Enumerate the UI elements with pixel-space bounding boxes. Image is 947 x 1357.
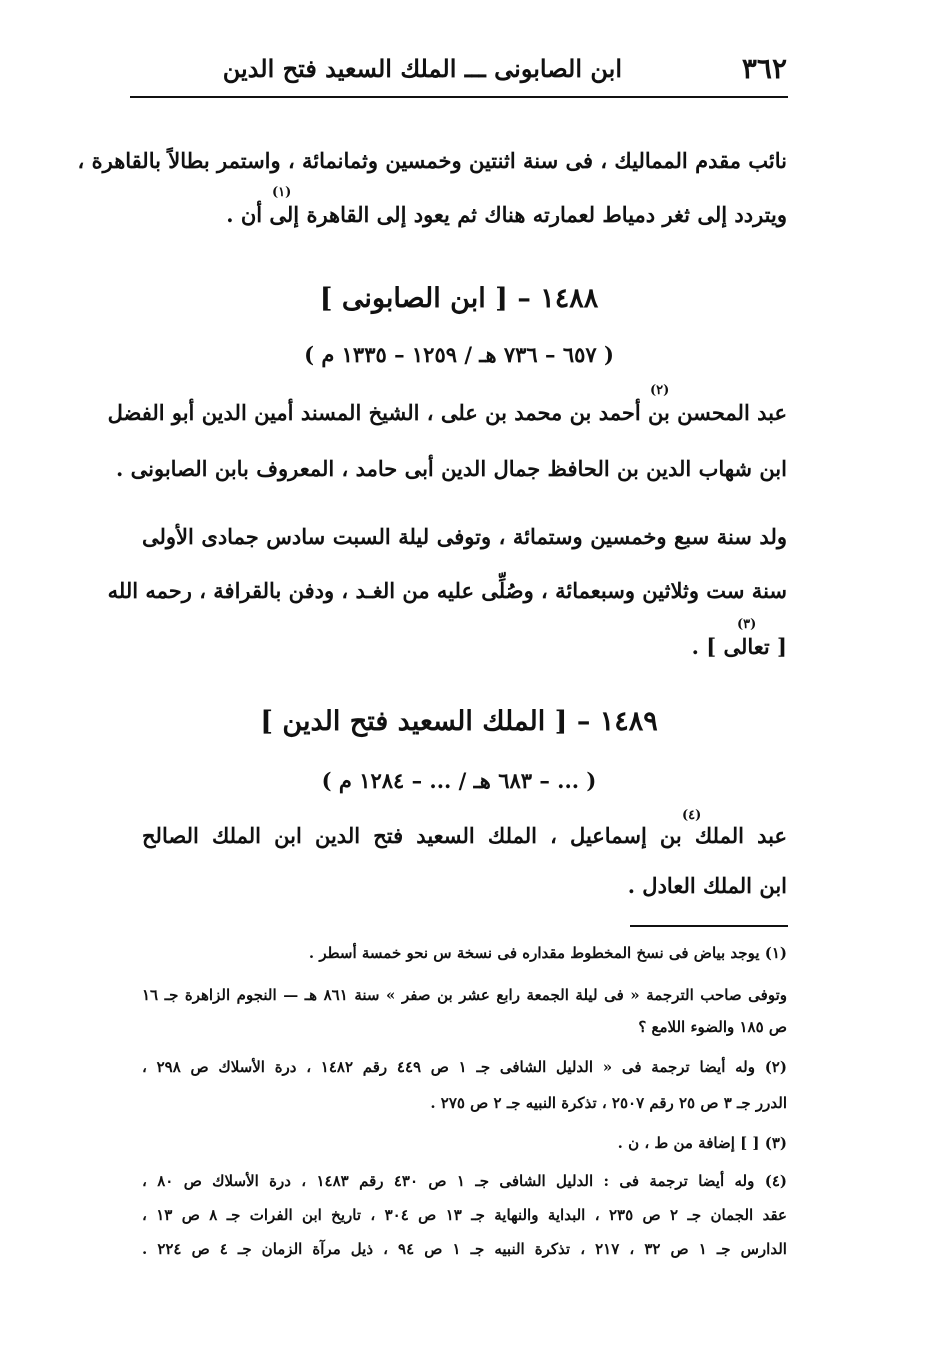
body-line: سنة ست وثلاثين وسبعمائة ، وصُلِّى عليه من الغـد ، ودفن بالقرافة ، رحمه الله: [107, 578, 787, 603]
header-rule: [130, 96, 788, 98]
footnote-rule: [630, 925, 788, 927]
footnote-line: ص ١٨٥ والضوء اللامع ؟: [638, 1018, 787, 1036]
footnote-marker: (٢): [650, 383, 670, 398]
body-line: عبد المحسن بن أحمد بن محمد بن على ، الشيخ المسند أمين الدين أبو الفضل: [107, 400, 787, 425]
running-title: ابن الصابونى ـــ الملك السعيد فتح الدين: [222, 54, 622, 83]
page-number: ٣٦٢: [741, 52, 787, 85]
footnote-line: وتوفى صاحب الترجمة « فى ليلة الجمعة رابع عشر بن صفر » سنة ٨٦١ هـ — النجوم الزاهرة جـ ١٦: [142, 986, 787, 1004]
footnote-line: عقد الجمان جـ ٢ ص ٢٣٥ ، البداية والنهاية جـ ١٣ ص ٣٠٤ ، تاريخ ابن الفرات جـ ٨ ص ١٣ ،: [142, 1206, 787, 1224]
body-line: نائب مقدم المماليك ، فى سنة اثنتين وخمسين وثمانمائة ، واستمر بطالاً بالقاهرة ،: [77, 148, 787, 173]
entry-dates: ( ... – ٦٨٣ هـ / ... – ١٢٨٤ م ): [321, 768, 597, 793]
footnote-line: (١) يوجد بياض فى نسخ المخطوط مقداره فى نسخة س نحو خمسة أسطر .: [308, 944, 787, 962]
body-line: عبد الملك بن إسماعيل ، الملك السعيد فتح الدين ابن الملك الصالح: [142, 823, 787, 848]
footnote-marker: (٣): [737, 617, 757, 632]
body-line: ابن الملك العادل .: [627, 873, 787, 898]
footnote-marker: (٤): [682, 808, 702, 823]
footnote-line: (٣) [ ] إضافة من ط ، ن .: [617, 1134, 787, 1152]
entry-heading: ١٤٨٩ – [ الملك السعيد فتح الدين ]: [260, 706, 658, 737]
footnote-line: (٤) وله أيضا ترجمة فى : الدليل الشافى جـ ١ ص ٤٣٠ رقم ١٤٨٣ ، درة الأسلاك ص ٨٠ ،: [142, 1172, 787, 1190]
body-line: ولد سنة سبع وخمسين وستمائة ، وتوفى ليلة السبت سادس جمادى الأولى: [142, 524, 787, 549]
body-line: ابن شهاب الدين بن الحافظ جمال الدين أبى حامد ، المعروف بابن الصابونى .: [116, 456, 787, 481]
entry-heading: ١٤٨٨ – [ ابن الصابونى ]: [319, 283, 599, 314]
footnote-line: الدرر جـ ٣ ص ٢٥ رقم ٢٥٠٧ ، تذكرة النبيه جـ ٢ ص ٢٧٥ .: [430, 1094, 787, 1112]
page-header: [130, 52, 787, 92]
body-line: ويتردد إلى ثغر دمياط لعمارته هناك ثم يعود إلى القاهرة إلى أن .: [226, 202, 787, 227]
body-line: [ تعالى ] .: [691, 634, 787, 659]
footnote-line: (٢) وله أيضا ترجمة فى « الدليل الشافى جـ ١ ص ٤٤٩ رقم ١٤٨٢ ، درة الأسلاك ص ٢٩٨ ،: [142, 1058, 787, 1076]
footnote-marker: (١): [272, 185, 292, 200]
footnote-line: الدارس جـ ١ ص ٣٢ ، ٢١٧ ، تذكرة النبيه جـ ١ ص ٩٤ ، ذيل مرآة الزمان جـ ٤ ص ٢٢٤ .: [142, 1240, 787, 1258]
entry-dates: ( ٦٥٧ – ٧٣٦ هـ / ١٢٥٩ – ١٣٣٥ م ): [304, 342, 614, 367]
